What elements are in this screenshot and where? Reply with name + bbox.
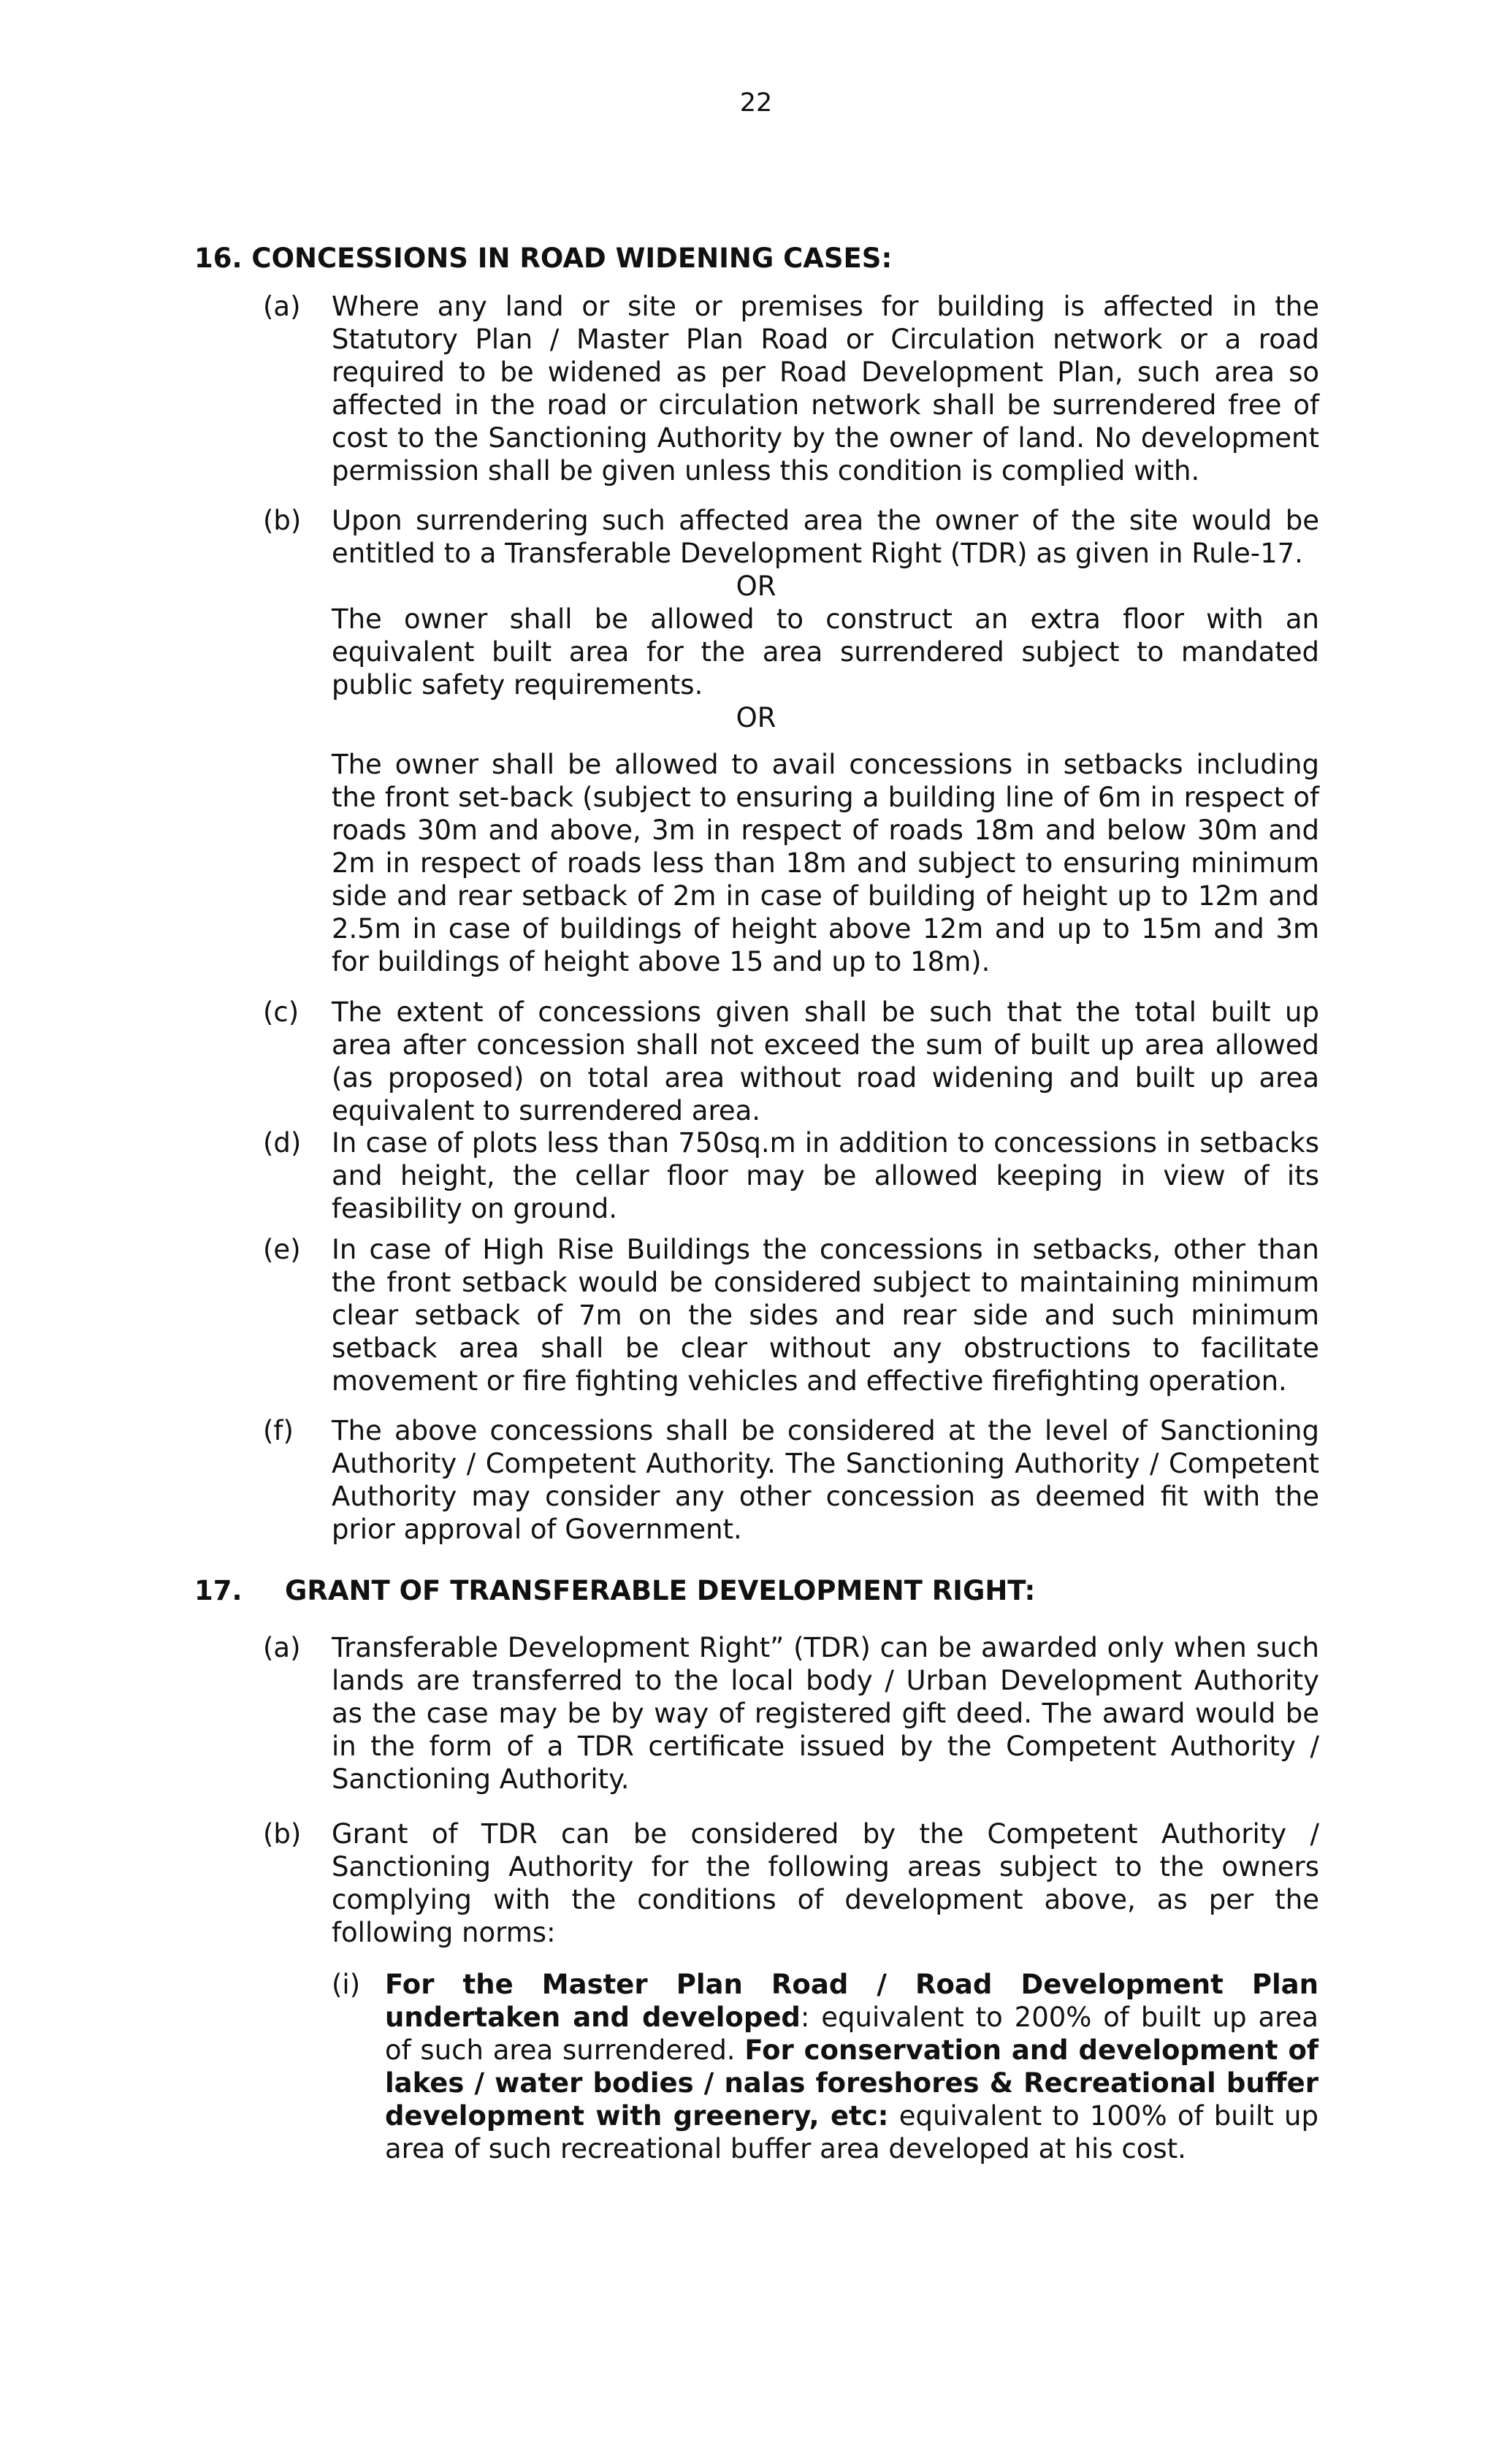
sub-item-text-1: : equivalent to 200% of built up area of such area surrendered. xyxy=(385,2002,1318,2066)
section-17-number: 17. xyxy=(194,1575,243,1606)
section-16-heading: 16. CONCESSIONS IN ROAD WIDENING CASES: xyxy=(194,243,893,274)
item-label: (d) xyxy=(263,1127,302,1159)
item-label: (c) xyxy=(263,996,299,1028)
section-17-heading: GRANT OF TRANSFERABLE DEVELOPMENT RIGHT: xyxy=(285,1575,1036,1606)
item-label: (a) xyxy=(263,1632,301,1663)
sub-item-bold-1: For the Master Plan Road / Road Development Plan undertaken and developed xyxy=(385,1969,1318,2033)
item-text: Where any land or site or premises for building is affected in the Statutory Plan / Master Plan Road or Circulation network or a road required to be widened as per Road Development Plan, such area so affected in the road or circulation network shall be surrendered free of cost to the Sanctioning Authority by the owner of land. No development permission shall be given unless this condition is complied with. xyxy=(332,291,1319,487)
item-text: Transferable Development Right” (TDR) can be awarded only when such lands are transferred to the local body / Urban Development Authority as the case may be by way of registered gift deed. The award would be in the form of a TDR certificate issued by the Competent Authority / Sanctioning Authority. xyxy=(332,1632,1319,1795)
item-label: (b) xyxy=(263,505,302,536)
item-label: (b) xyxy=(263,1818,302,1850)
item-label: (a) xyxy=(263,291,301,322)
item-label: (e) xyxy=(263,1234,301,1265)
item-text: The above concessions shall be considered at the level of Sanctioning Authority / Competent Authority. The Sanctioning Authority / Competent Authority may consider any other concession as deemed fit with the prior approval of Government. xyxy=(332,1415,1319,1545)
or-separator: OR xyxy=(736,702,776,733)
item-text: Grant of TDR can be considered by the Competent Authority / Sanctioning Authority for the following areas subject to the owners complying with the conditions of development above, as per the following norms: xyxy=(332,1818,1319,1948)
item-text: In case of plots less than 750sq.m in addition to concessions in setbacks and height, the cellar floor may be allowed keeping in view of its feasibility on ground. xyxy=(332,1127,1319,1224)
sub-item-text-2: equivalent to 100% of built up area of such recreational buffer area developed at his cost. xyxy=(385,2100,1318,2164)
sub-item-i xyxy=(385,1968,1318,2165)
page-number: 22 xyxy=(739,88,773,118)
item-text: Upon surrendering such affected area the owner of the site would be entitled to a Transferable Development Right (TDR) as given in Rule-17. xyxy=(332,505,1319,569)
or-separator: OR xyxy=(736,571,776,602)
item-text-alternative-2: The owner shall be allowed to avail concessions in setbacks including the front set-back (subject to ensuring a building line of 6m in respect of roads 30m and above, 3m in respect of roads 18m and below 30m and 2m in respect of roads less than 18m and subject to ensuring minimum side and rear setback of 2m in case of building of height up to 12m and 2.5m in case of buildings of height above 12m and up to 15m and 3m for buildings of height above 15 and up to 18m). xyxy=(332,749,1319,977)
item-text-alternative-1: The owner shall be allowed to construct an extra floor with an equivalent built area for the area surrendered subject to mandated public safety requirements. xyxy=(332,603,1319,701)
sub-item-label: (i) xyxy=(332,1969,361,2000)
item-label: (f) xyxy=(263,1415,294,1446)
item-text: The extent of concessions given shall be such that the total built up area after concession shall not exceed the sum of built up area allowed (as proposed) on total area without road widening and built up area equivalent to surrendered area. xyxy=(332,996,1319,1126)
item-text: In case of High Rise Buildings the concessions in setbacks, other than the front setback would be considered subject to maintaining minimum clear setback of 7m on the sides and rear side and such minimum setback area shall be clear without any obstructions to facilitate movement or fire fighting vehicles and effective firefighting operation. xyxy=(332,1234,1319,1397)
sub-item-bold-2: For conservation and development of lakes / water bodies / nalas foreshores & Recreational buffer development with greenery, etc: xyxy=(385,2034,1318,2132)
